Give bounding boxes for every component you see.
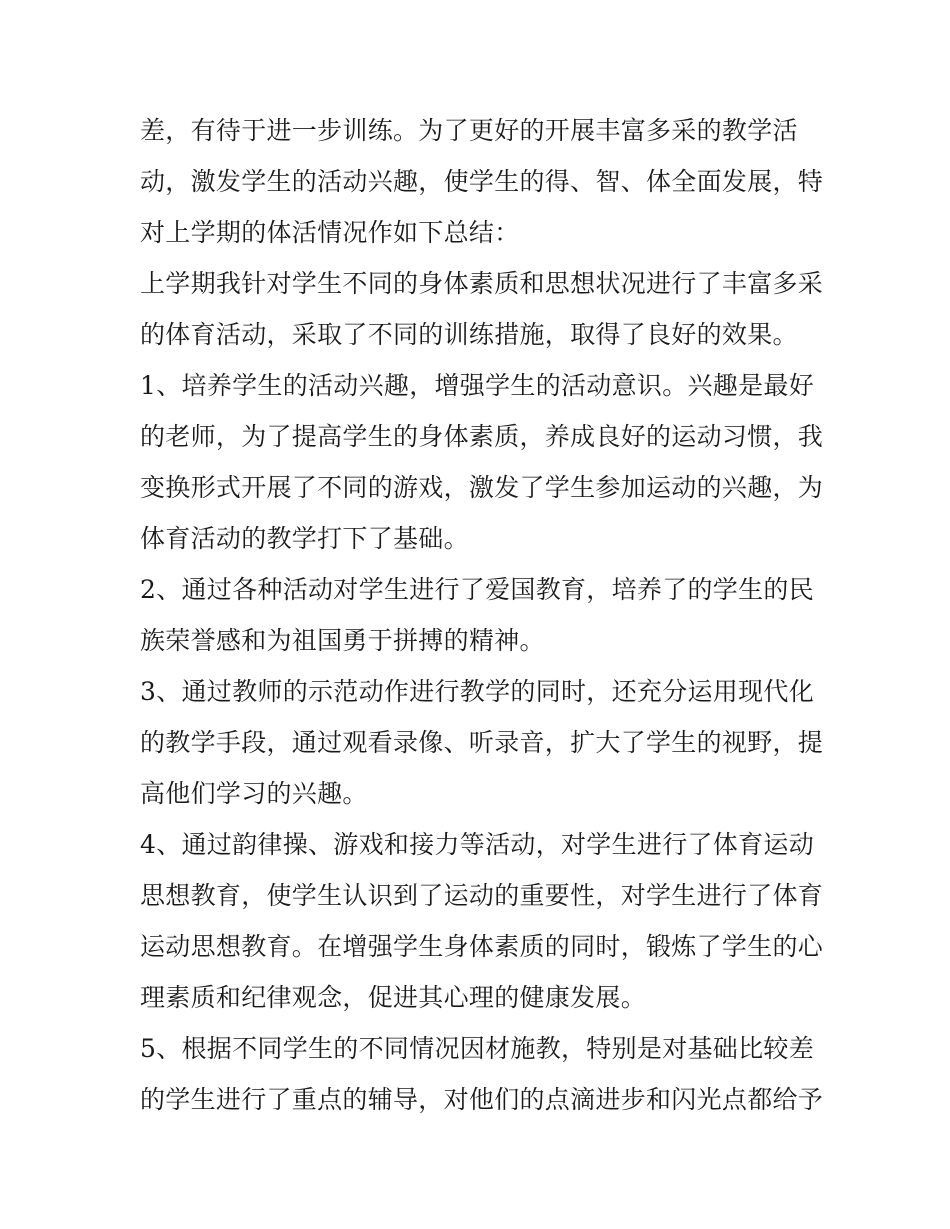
text-line: 理素质和纪律观念，促进其心理的健康发展。	[140, 983, 647, 1012]
text-line: 1、培养学生的活动兴趣，增强学生的活动意识。兴趣是最好	[140, 371, 815, 400]
text-line: 动，激发学生的活动兴趣，使学生的得、智、体全面发展，特	[140, 167, 824, 196]
text-line: 的体育活动，采取了不同的训练措施，取得了良好的效果。	[140, 320, 798, 349]
text-line: 3、通过教师的示范动作进行教学的同时，还充分运用现代化	[140, 677, 815, 706]
text-line: 上学期我针对学生不同的身体素质和思想状况进行了丰富多采	[140, 269, 824, 298]
text-line: 对上学期的体活情况作如下总结：	[140, 218, 520, 247]
text-line: 的学生进行了重点的辅导，对他们的点滴进步和闪光点都给予	[140, 1085, 824, 1114]
text-line: 思想教育，使学生认识到了运动的重要性，对学生进行了体育	[140, 881, 824, 910]
text-line: 差，有待于进一步训练。为了更好的开展丰富多采的教学活	[140, 116, 798, 145]
text-line: 体育活动的教学打下了基础。	[140, 524, 469, 553]
text-line: 运动思想教育。在增强学生身体素质的同时，锻炼了学生的心	[140, 932, 824, 961]
text-line: 族荣誉感和为祖国勇于拼搏的精神。	[140, 626, 545, 655]
text-line: 的教学手段，通过观看录像、听录音，扩大了学生的视野，提	[140, 728, 824, 757]
text-line: 高他们学习的兴趣。	[140, 779, 368, 808]
document-body	[140, 105, 824, 1125]
text-line: 变换形式开展了不同的游戏，激发了学生参加运动的兴趣，为	[140, 473, 824, 502]
text-line: 5、根据不同学生的不同情况因材施教，特别是对基础比较差	[140, 1034, 815, 1063]
text-line: 的老师，为了提高学生的身体素质，养成良好的运动习惯，我	[140, 422, 824, 451]
text-line: 2、通过各种活动对学生进行了爱国教育，培养了的学生的民	[140, 575, 815, 604]
text-line: 4、通过韵律操、游戏和接力等活动，对学生进行了体育运动	[140, 830, 815, 859]
